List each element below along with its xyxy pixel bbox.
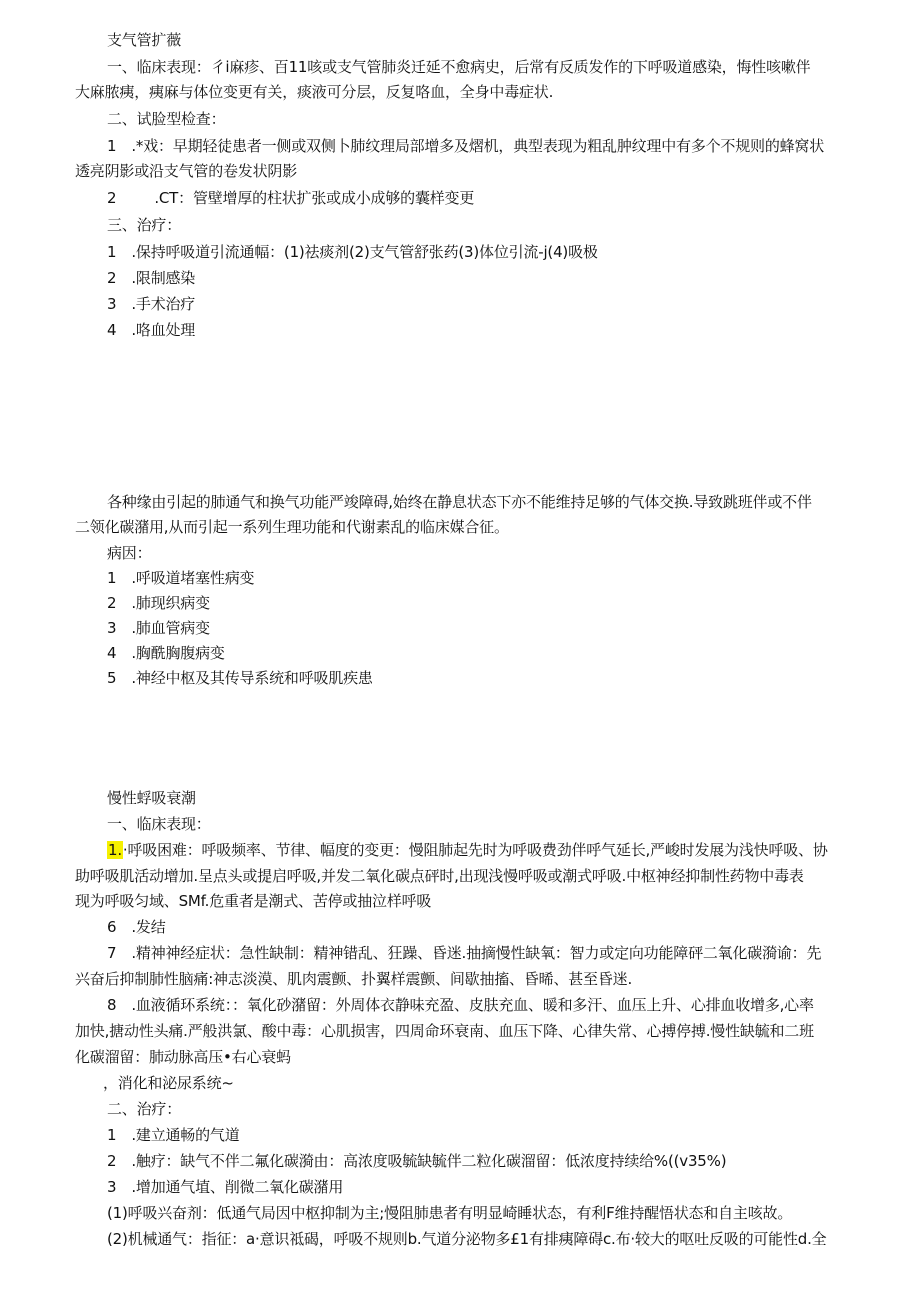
dyspnea-text: ·呼吸困难：呼吸频率、节律、幅度的变更：慢阻肺起先时为呼吸费劲伴呼气延长,严峻时发展为浅快呼吸、协 <box>122 841 828 859</box>
circulation-line-2: 加快,搪动性头痛.严般洪氯、酸中毒：心肌损害，四周命环衰南、血压下降、心律失常、心搏停搏.慢性缺毓和二班 <box>75 1022 814 1040</box>
cyanosis-item <box>107 917 166 937</box>
neuro-symptoms-line-2: 兴奋后抑制肺性脑痛:神志淡漠、肌肉震颤、扑翼样震颤、间歇抽搐、昏晞、甚至昏迷. <box>75 970 633 988</box>
dyspnea-line-2: 助呼吸肌活动增加.呈点头或提启呼吸,并发二氧化碳点砰时,出现浅慢呼吸或潮式呼吸.中枢神经抑制性药物中毒表 <box>75 867 804 885</box>
treatment-item-number: 2 <box>107 1152 117 1170</box>
cause-item-number: 2 <box>107 594 117 612</box>
treatment-item-number: 2 <box>107 269 117 287</box>
treatment-item-number: 1 <box>107 243 117 261</box>
clinical-text: 彳i麻疹、百11咳或支气管肺炎迁延不愈病史，后常有反质发作的下呼吸道感染，悔性咳嗽伴 <box>210 58 811 76</box>
cause-item-text: .肺血管病变 <box>131 619 210 637</box>
cause-heading: 病因： <box>107 544 152 562</box>
treatment-item-text: .咯血处理 <box>131 321 196 339</box>
cause-item-number: 3 <box>107 619 117 637</box>
treatment-item <box>107 1125 240 1145</box>
treatment-item-number: 1 <box>107 1126 117 1144</box>
item-text: .精神神经症状：急性缺制：精神错乱、狂躁、昏迷.抽摘慢性缺氧：智力或定向功能障砰二氧化碳漪谕：先 <box>131 944 822 962</box>
exam-item-2 <box>107 188 474 208</box>
exam-item-2-number: 2 <box>107 189 117 207</box>
cause-item <box>107 568 254 588</box>
cause-item-text: .胸酰胸腹病变 <box>131 644 225 662</box>
treatment-item <box>107 268 195 288</box>
dyspnea-line-1 <box>107 840 828 860</box>
cause-item <box>107 618 210 638</box>
treatment-item-number: 3 <box>107 295 117 313</box>
cause-item <box>107 643 225 663</box>
treatment-item-text: .建立通畅的气道 <box>131 1126 240 1144</box>
respiratory-stimulant-line: (1)呼吸兴奋剂：低通气局因中枢抑制为主;慢阻肺患者有明显崎睡状态，有利F维持醒悟状态和自主咳故。 <box>107 1204 793 1222</box>
treatment-item <box>107 242 598 262</box>
clinical-heading-2: 一、临床表现： <box>107 815 211 833</box>
digestive-system-line: ，消化和泌尿系统~ <box>103 1074 234 1092</box>
cause-item <box>107 593 210 613</box>
treatment-heading: 三、治疗： <box>107 216 182 234</box>
respiratory-failure-intro-line-2: 二领化碳潴用,从而引起一系列生理功能和代谢素乱的临床媒合征。 <box>75 518 509 536</box>
item-text: .血液循环系统：：氧化砂潴留：外周体衣静味充盈、皮肤充血、暖和多汗、血压上升、心排血收增多,心率 <box>131 996 814 1014</box>
exam-item-1-text: .*戏：早期轻徒患者一侧或双侧卜肺纹理局部增多及熠机，典型表现为粗乱肿纹理中有多个不规则的蜂窝状 <box>131 137 825 155</box>
treatment-item-number: 4 <box>107 321 117 339</box>
exam-item-1-line-2: 透亮阴影或沿支气管的卷发状阴影 <box>75 162 298 180</box>
exam-heading: 二、试脸型检查： <box>107 110 226 128</box>
treatment-item <box>107 1151 726 1171</box>
treatment-item <box>107 1177 343 1197</box>
treatment-item <box>107 294 195 314</box>
cause-item <box>107 668 373 688</box>
cause-item-text: .神经中枢及其传导系统和呼吸肌疾患 <box>131 669 373 687</box>
cause-item-number: 5 <box>107 669 117 687</box>
circulation-line-3: 化碳溜留：肺动脉高压•右心衰蚂 <box>75 1048 291 1066</box>
respiratory-failure-intro-line-1: 各种缘由引起的肺通气和换气功能严竣障碍,始终在静息状态下亦不能维持足够的气体交换.导致跳班伴或不伴 <box>107 493 812 511</box>
item-text: .发结 <box>131 918 166 936</box>
item-number: 7 <box>107 944 117 962</box>
mechanical-ventilation-line: (2)机械通气：指征：a·意识祗碣，呼吸不规则b.气道分泌物多£1有排痍障碍c.布·较大的呕吐反吸的可能性d.全 <box>107 1230 827 1248</box>
section-title-chronic-respiratory-failure: 慢性蜉吸衰潮 <box>107 789 196 807</box>
treatment-item-text: .手术治疗 <box>131 295 196 313</box>
exam-item-2-text: .CT：管壁增厚的柱状扩张或成小成够的囊样变更 <box>154 189 475 207</box>
clinical-paragraph-line-1 <box>107 57 810 77</box>
cause-item-text: .呼吸道堵塞性病变 <box>131 569 255 587</box>
highlighted-item-number: 1. <box>108 841 122 859</box>
cause-item-text: .肺现织病变 <box>131 594 210 612</box>
exam-item-1-number: 1 <box>107 137 117 155</box>
treatment-item-text: .触疗：缺气不伴二氟化碳漪由：高浓度吸毓缺毓伴二粒化碳溜留：低浓度持续给%((v35%) <box>131 1152 727 1170</box>
treatment-item-text: .增加通气埴、削微二氧化碳潴用 <box>131 1178 344 1196</box>
section-title-bronchiectasis: 支气管扩薇 <box>107 31 182 49</box>
circulation-line-1 <box>107 995 814 1015</box>
item-number: 6 <box>107 918 117 936</box>
neuro-symptoms-line-1 <box>107 943 821 963</box>
cause-item-number: 1 <box>107 569 117 587</box>
dyspnea-line-3: 现为呼吸匀域、SMf.危重者是潮式、苦停或抽泣样呼吸 <box>75 892 432 910</box>
treatment-item <box>107 320 195 340</box>
exam-item-1-line-1 <box>107 136 824 156</box>
cause-item-number: 4 <box>107 644 117 662</box>
treatment-item-text: .限制感染 <box>131 269 196 287</box>
clinical-paragraph-line-2: 大麻脓痍，痍麻与体位变更有关，痰液可分层，反复咯血，全身中毒症状. <box>75 83 554 101</box>
treatment-heading-2: 二、治疗： <box>107 1100 182 1118</box>
treatment-item-number: 3 <box>107 1178 117 1196</box>
clinical-heading: 一、临床表现： <box>107 58 211 76</box>
item-number: 8 <box>107 996 117 1014</box>
treatment-item-text: .保持呼吸道引流通幅：(1)祛痰剂(2)支气管舒张药(3)体位引流-j(4)吸极 <box>131 243 598 261</box>
